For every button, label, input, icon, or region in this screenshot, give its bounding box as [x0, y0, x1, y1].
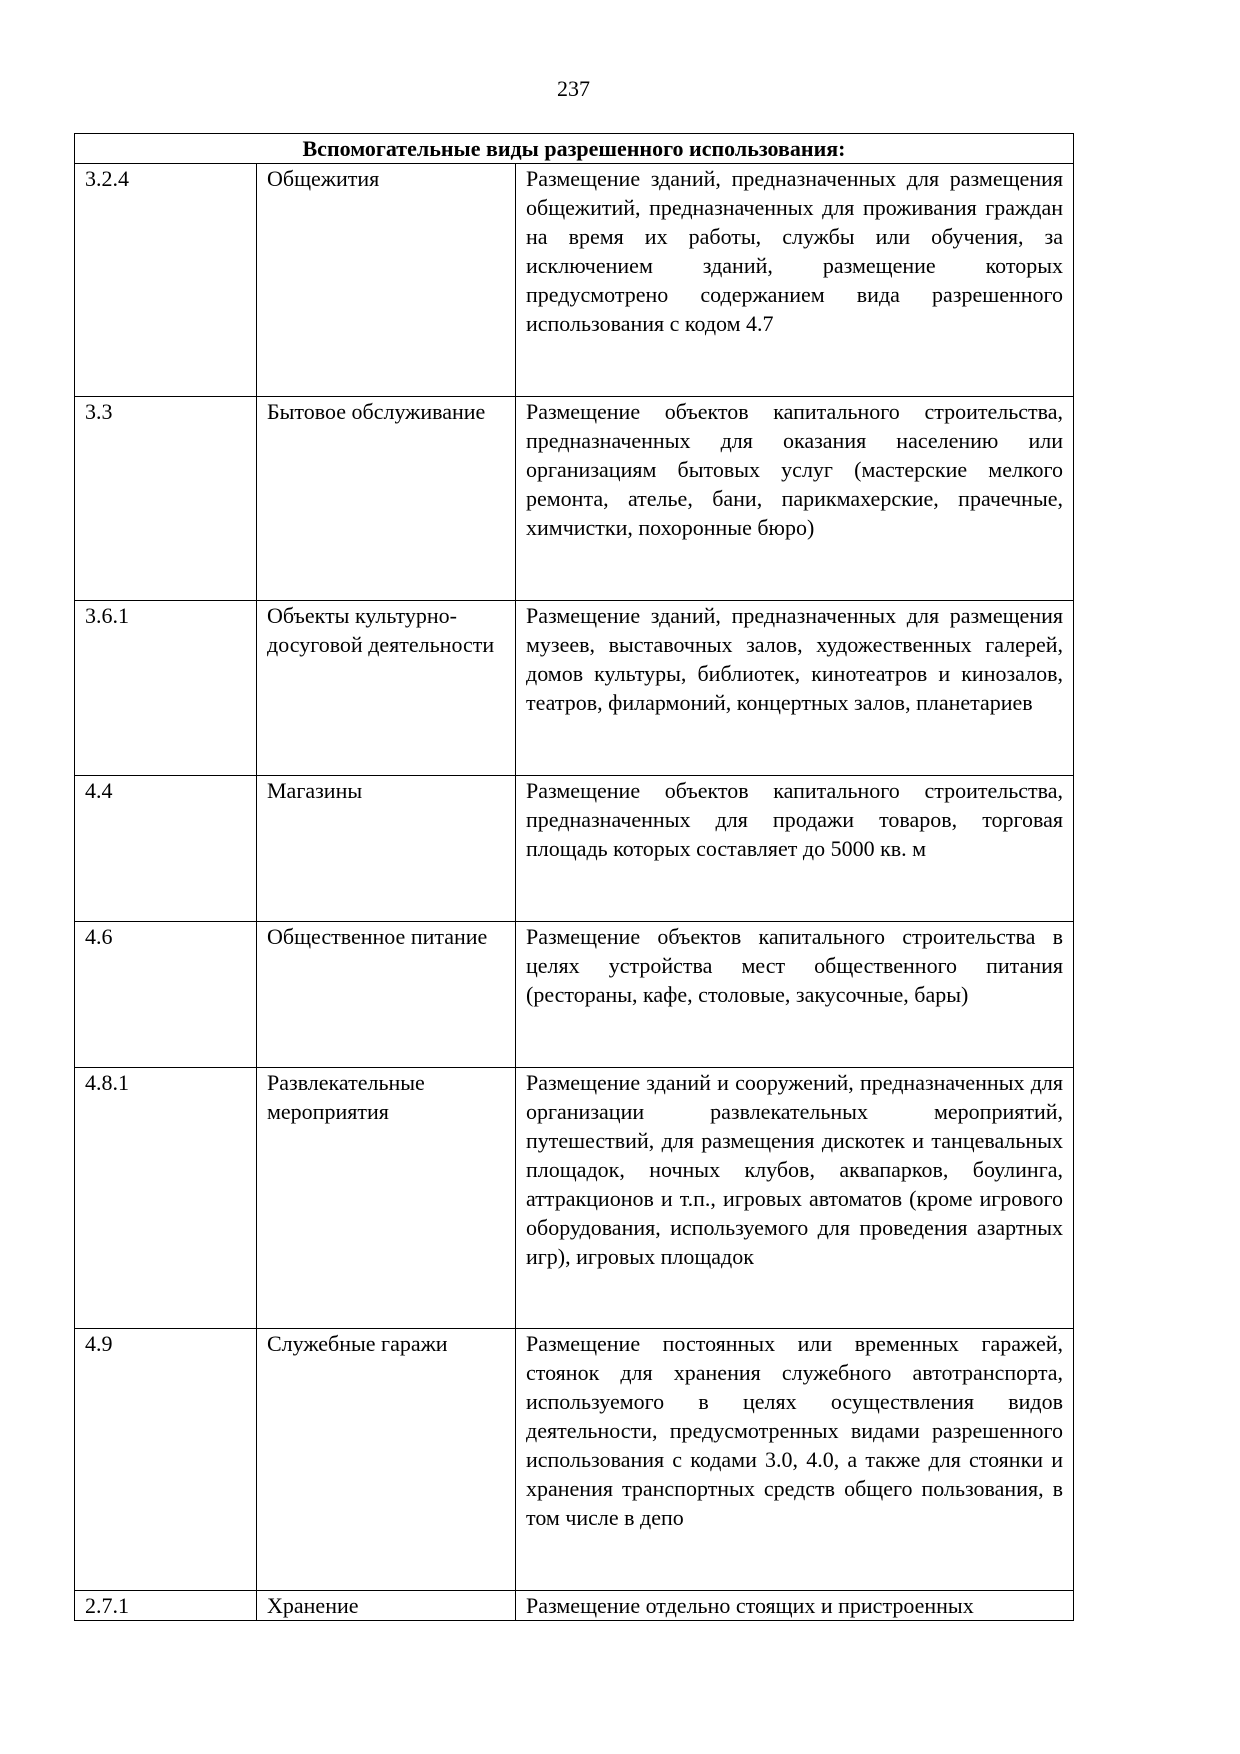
row-description: Размещение объектов капитального строительства, предназначенных для продажи товаров, торговая площадь которых составляет до 5000 кв. м: [516, 776, 1074, 922]
row-description: Размещение постоянных или временных гаражей, стоянок для хранения служебного автотранспорта, используемого в целях осуществления видов деятельности, предусмотренных видами разрешенного использования с кодами 3.0, 4.0, а также для стоянки и хранения транспортных средств общего пользования, в том числе в депо: [516, 1329, 1074, 1591]
row-name: Объекты культурно-досуговой деятельности: [257, 601, 516, 776]
row-name: Общежития: [257, 164, 516, 397]
row-code: 3.2.4: [75, 164, 257, 397]
row-code: 3.3: [75, 397, 257, 601]
table-row: [75, 922, 1074, 1068]
permitted-use-table: [74, 133, 1074, 1621]
row-name: Магазины: [257, 776, 516, 922]
row-description: Размещение отдельно стоящих и пристроенных: [516, 1591, 1074, 1621]
row-name: Развлекательные мероприятия: [257, 1068, 516, 1329]
row-code: 3.6.1: [75, 601, 257, 776]
page-number: 237: [557, 76, 590, 101]
table-row: [75, 397, 1074, 601]
row-name: Бытовое обслуживание: [257, 397, 516, 601]
row-code: 4.4: [75, 776, 257, 922]
row-description: Размещение объектов капитального строительства, предназначенных для оказания населению или организациям бытовых услуг (мастерские мелкого ремонта, ателье, бани, парикмахерские, прачечные, химчистки, похоронные бюро): [516, 397, 1074, 601]
row-name: Хранение: [257, 1591, 516, 1621]
row-code: 4.6: [75, 922, 257, 1068]
row-description: Размещение зданий и сооружений, предназначенных для организации развлекательных мероприятий, путешествий, для размещения дискотек и танцевальных площадок, ночных клубов, аквапарков, боулинга, аттракционов и т.п., игровых автоматов (кроме игрового оборудования, используемого для проведения азартных игр), игровых площадок: [516, 1068, 1074, 1329]
row-name: Служебные гаражи: [257, 1329, 516, 1591]
row-code: 4.8.1: [75, 1068, 257, 1329]
row-description: Размещение объектов капитального строительства в целях устройства мест общественного питания (рестораны, кафе, столовые, закусочные, бары): [516, 922, 1074, 1068]
table-header: Вспомогательные виды разрешенного использования:: [75, 134, 1074, 164]
table-row: [75, 1329, 1074, 1591]
row-description: Размещение зданий, предназначенных для размещения общежитий, предназначенных для проживания граждан на время их работы, службы или обучения, за исключением зданий, размещение которых предусмотрено содержанием вида разрешенного использования с кодом 4.7: [516, 164, 1074, 397]
table-row: [75, 164, 1074, 397]
row-description: Размещение зданий, предназначенных для размещения музеев, выставочных залов, художественных галерей, домов культуры, библиотек, кинотеатров и кинозалов, театров, филармоний, концертных залов, планетариев: [516, 601, 1074, 776]
table-row: [75, 1591, 1074, 1621]
row-code: 2.7.1: [75, 1591, 257, 1621]
table-row: [75, 601, 1074, 776]
row-name: Общественное питание: [257, 922, 516, 1068]
table-header-row: [75, 134, 1074, 164]
table-row: [75, 776, 1074, 922]
row-code: 4.9: [75, 1329, 257, 1591]
table-row: [75, 1068, 1074, 1329]
